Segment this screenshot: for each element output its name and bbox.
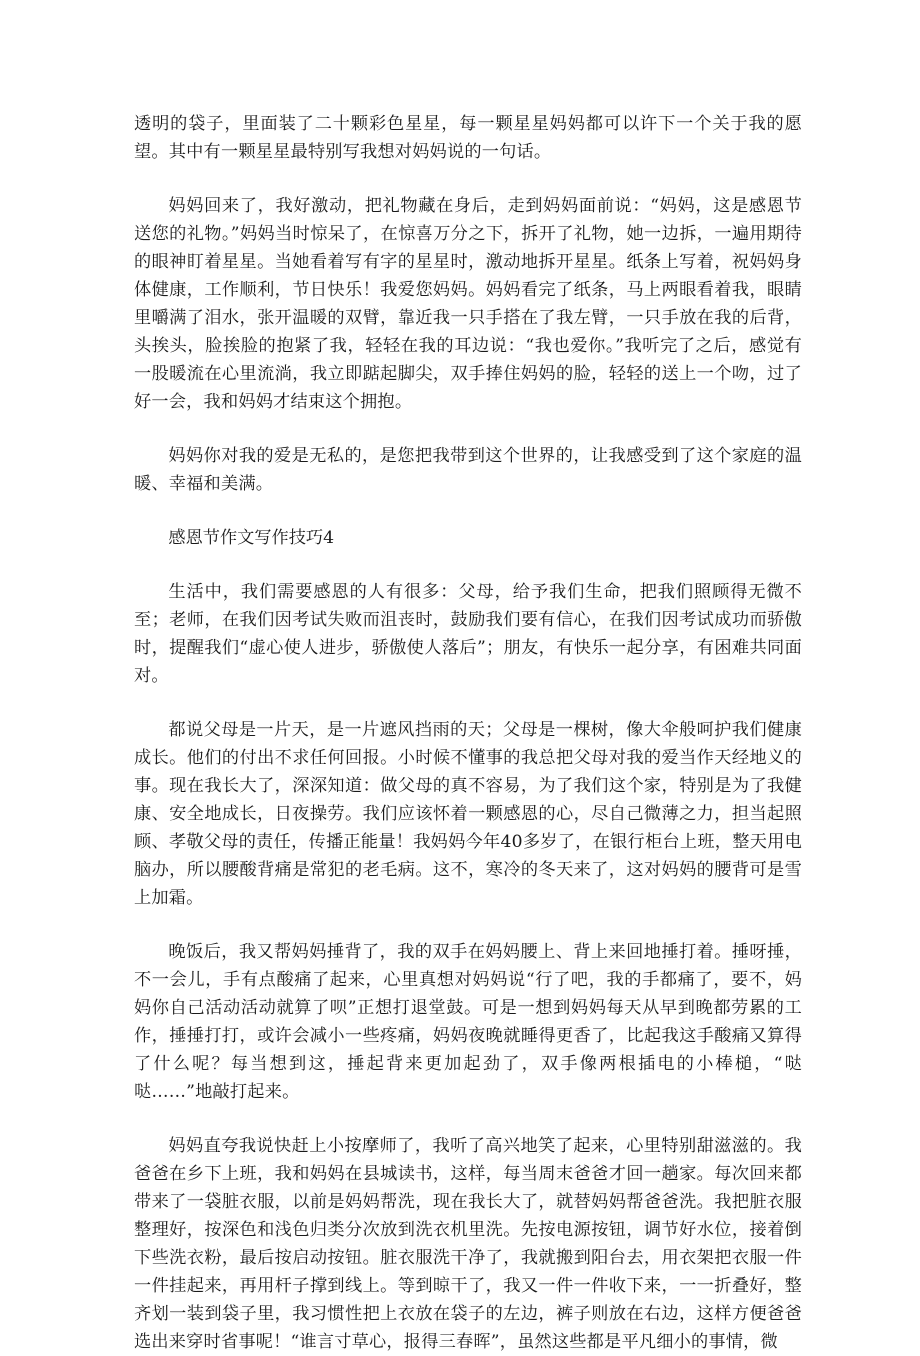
paragraph-1: 透明的袋子，里面装了二十颗彩色星星，每一颗星星妈妈都可以许下一个关于我的愿望。其中有一颗星星最特别写我想对妈妈说的一句话。 [134, 114, 802, 162]
paragraph-5: 都说父母是一片天，是一片遮风挡雨的天；父母是一棵树，像大伞般呵护我们健康成长。他们的付出不求任何回报。小时候不懂事的我总把父母对我的爱当作天经地义的事。现在我长大了，深深知道：做父母的真不容易，为了我们这个家，特别是为了我健康、安全地成长，日夜操劳。我们应该怀着一颗感恩的心，尽自己微薄之力，担当起照顾、孝敬父母的责任，传播正能量！我妈妈今年40多岁了，在银行柜台上班，整天用电脑办，所以腰酸背痛是常犯的老毛病。这不，寒冷的冬天来了，这对妈妈的腰背可是雪上加霜。 [134, 720, 802, 908]
paragraph-6: 晚饭后，我又帮妈妈捶背了，我的双手在妈妈腰上、背上来回地捶打着。捶呀捶，不一会儿，手有点酸痛了起来，心里真想对妈妈说“行了吧，我的手都痛了，要不，妈妈你自己活动活动就算了呗”正想打退堂鼓。可是一想到妈妈每天从早到晚都劳累的工作，捶捶打打，或许会减小一些疼痛，妈妈夜晚就睡得更香了，比起我这手酸痛又算得了什么呢？每当想到这，捶起背来更加起劲了，双手像两根插电的小棒槌，“哒哒……”地敲打起来。 [134, 942, 802, 1102]
paragraph-2: 妈妈回来了，我好激动，把礼物藏在身后，走到妈妈面前说：“妈妈，这是感恩节送您的礼物。”妈妈当时惊呆了，在惊喜万分之下，拆开了礼物，她一边拆，一遍用期待的眼神盯着星星。当她看着写有字的星星时，激动地拆开星星。纸条上写着，祝妈妈身体健康，工作顺利，节日快乐！我爱您妈妈。妈妈看完了纸条，马上两眼看着我，眼睛里嚼满了泪水，张开温暖的双臂，靠近我一只手搭在了我左臂，一只手放在我的后背，头挨头，脸挨脸的抱紧了我，轻轻在我的耳边说：“我也爱你。”我听完了之后，感觉有一股暖流在心里流淌，我立即踮起脚尖，双手捧住妈妈的脸，轻轻的送上一个吻，过了好一会，我和妈妈才结束这个拥抱。 [134, 196, 802, 412]
paragraph-4: 生活中，我们需要感恩的人有很多：父母，给予我们生命，把我们照顾得无微不至；老师，在我们因考试失败而沮丧时，鼓励我们要有信心，在我们因考试成功而骄傲时，提醒我们“虚心使人进步，骄傲使人落后”；朋友，有快乐一起分享，有困难共同面对。 [134, 582, 802, 686]
section-heading: 感恩节作文写作技巧4 [168, 528, 335, 548]
paragraph-7: 妈妈直夸我说快赶上小按摩师了，我听了高兴地笑了起来，心里特别甜滋滋的。我爸爸在乡下上班，我和妈妈在县城读书，这样，每当周末爸爸才回一趟家。每次回来都带来了一袋脏衣服，以前是妈妈帮洗，现在我长大了，就替妈妈帮爸爸洗。我把脏衣服整理好，按深色和浅色归类分次放到洗衣机里洗。先按电源按钮，调节好水位，接着倒下些洗衣粉，最后按启动按钮。脏衣服洗干净了，我就搬到阳台去，用衣架把衣服一件一件挂起来，再用杆子撑到线上。等到晾干了，我又一件一件收下来，一一折叠好，整齐划一装到袋子里，我习惯性把上衣放在袋子的左边，裤子则放在右边，这样方便爸爸选出来穿时省事呢！“谁言寸草心，报得三春晖”，虽然这些都是平凡细小的事情，微 [134, 1136, 802, 1352]
paragraph-3: 妈妈你对我的爱是无私的，是您把我带到这个世界的，让我感受到了这个家庭的温暖、幸福和美满。 [134, 446, 802, 494]
